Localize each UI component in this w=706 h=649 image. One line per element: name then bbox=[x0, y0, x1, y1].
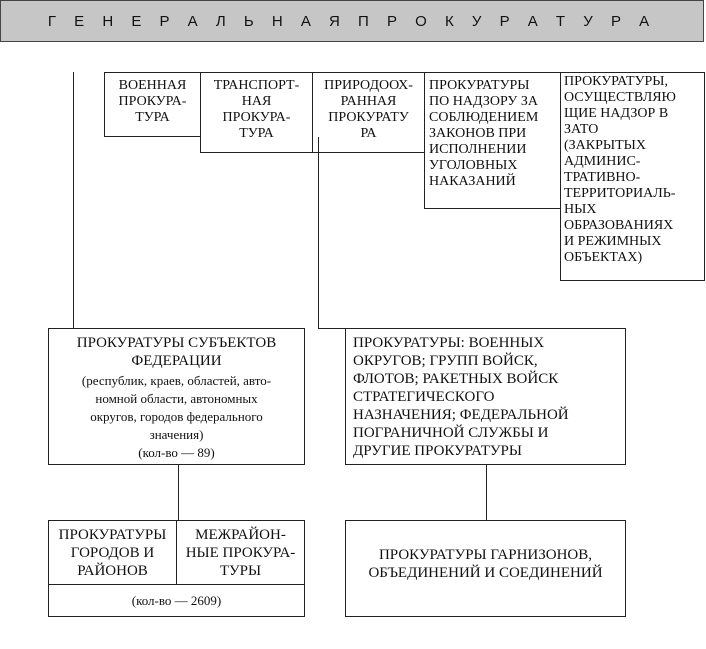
connector-middle-horizontal bbox=[318, 328, 346, 329]
zato-prosecutor-label: ПРОКУРАТУРЫ, ОСУЩЕСТВЛЯЮ ЩИЕ НАДЗОР В ЗАТО (ЗАКРЫТЫХ АДМИНИС- ТРАТИВНО- ТЕРРИТОРИАЛЬ- НЫХ ОБРАЗОВАНИЯХ И РЕЖИМНЫХ ОБЪЕКТАХ) bbox=[564, 74, 676, 265]
penal-supervision-label: ПРОКУРАТУРЫ ПО НАДЗОРУ ЗА СОБЛЮДЕНИЕМ ЗАКОНОВ ПРИ ИСПОЛНЕНИИ УГОЛОВНЫХ НАКАЗАНИЙ bbox=[429, 78, 539, 189]
military-districts-label: ПРОКУРАТУРЫ: ВОЕННЫХ ОКРУГОВ; ГРУПП ВОЙСК, ФЛОТОВ; РАКЕТНЫХ ВОЙСК СТРАТЕГИЧЕСКОГО НАЗНАЧЕНИЯ; ФЕДЕРАЛЬНОЙ ПОГРАНИЧНОЙ СЛУЖБЫ И ДРУГИЕ ПРОКУРАТУРЫ bbox=[353, 335, 569, 459]
interdistrict-prosecutor-label: МЕЖРАЙОН- НЫЕ ПРОКУРА- ТУРЫ bbox=[185, 527, 296, 579]
city-district-prosecutor-label: ПРОКУРАТУРЫ ГОРОДОВ И РАЙОНОВ bbox=[58, 527, 167, 579]
cities-count: (кол-во — 2609) bbox=[131, 593, 222, 608]
federal-subjects-count: (кол-во — 89) bbox=[138, 445, 215, 460]
connector-left-vertical bbox=[73, 72, 74, 328]
garrisons-prosecutor-label: ПРОКУРАТУРЫ ГАРНИЗОНОВ, ОБЪЕДИНЕНИЙ И СОЕДИНЕНИЙ bbox=[368, 547, 603, 581]
general-prosecutor-office-header bbox=[0, 0, 704, 42]
connector-subjects-to-cities bbox=[178, 464, 179, 520]
military-prosecutor-label: ВОЕННАЯ ПРОКУРА- ТУРА bbox=[118, 78, 187, 125]
environmental-prosecutor-label: ПРИРОДООХ- РАННАЯ ПРОКУРАТУ РА bbox=[324, 78, 413, 141]
connector-middle-vertical bbox=[318, 137, 319, 329]
federal-subjects-detail: (республик, краев, областей, авто- номной области, автономных округов, городов федерального значения) bbox=[81, 373, 272, 442]
federal-subjects-title: ПРОКУРАТУРЫ СУБЪЕКТОВ ФЕДЕРАЦИИ bbox=[76, 335, 277, 369]
header-title: Г Е Н Е Р А Л Ь Н А Я П Р О К У Р А Т У Р А bbox=[47, 12, 657, 30]
connector-military-to-garrisons bbox=[486, 464, 487, 520]
transport-prosecutor-label: ТРАНСПОРТ- НАЯ ПРОКУРА- ТУРА bbox=[213, 78, 300, 141]
